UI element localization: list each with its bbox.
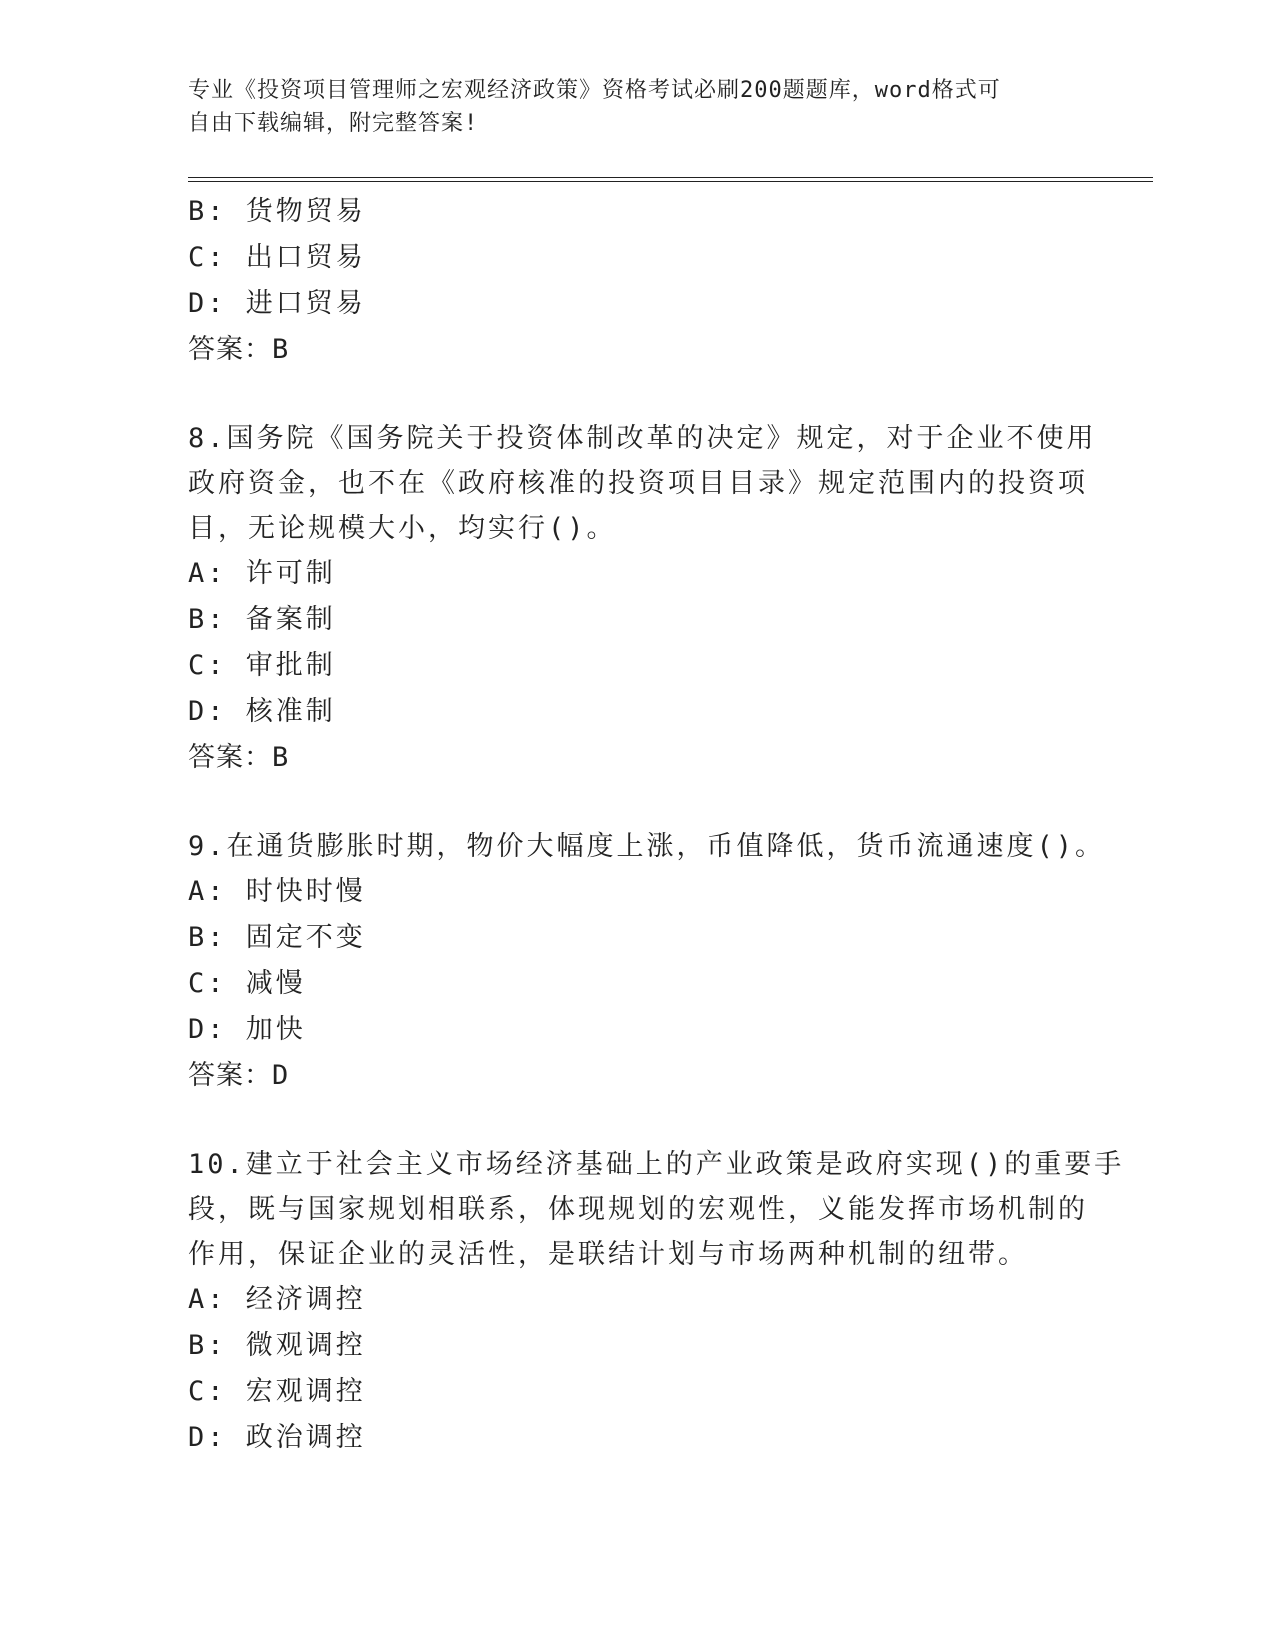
option-d: D: 政治调控 <box>188 1422 366 1453</box>
option-b: B: 微观调控 <box>188 1330 366 1361</box>
header-divider <box>188 177 1153 182</box>
question-text: 10.建立于社会主义市场经济基础上的产业政策是政府实现()的重要手 <box>188 1149 1125 1180</box>
header-line-1: 专业《投资项目管理师之宏观经济政策》资格考试必刷200题题库，word格式可 <box>188 78 1001 103</box>
option-d: D: 进口贸易 <box>188 288 366 319</box>
question-9 <box>188 824 1106 1099</box>
answer: 答案：B <box>188 742 290 773</box>
option-a: A: 经济调控 <box>188 1284 366 1315</box>
option-c: C: 审批制 <box>188 650 336 681</box>
option-a: A: 许可制 <box>188 558 336 589</box>
document-header <box>188 74 1088 140</box>
option-b: B: 货物贸易 <box>188 196 366 227</box>
question-10 <box>188 1142 1125 1461</box>
question-partial <box>188 189 1088 373</box>
question-text: 段，既与国家规划相联系，体现规划的宏观性，义能发挥市场机制的 <box>188 1194 1088 1225</box>
option-d: D: 加快 <box>188 1014 306 1045</box>
question-text: 作用，保证企业的灵活性，是联结计划与市场两种机制的纽带。 <box>188 1239 1028 1270</box>
option-d: D: 核准制 <box>188 696 336 727</box>
question-text: 政府资金，也不在《政府核准的投资项目目录》规定范围内的投资项 <box>188 468 1088 499</box>
answer: 答案：D <box>188 1060 290 1091</box>
option-a: A: 时快时慢 <box>188 876 366 907</box>
question-text: 9.在通货膨胀时期，物价大幅度上涨，币值降低，货币流通速度()。 <box>188 831 1106 862</box>
option-c: C: 出口贸易 <box>188 242 366 273</box>
question-text: 8.国务院《国务院关于投资体制改革的决定》规定，对于企业不使用 <box>188 423 1097 454</box>
option-c: C: 减慢 <box>188 968 306 999</box>
header-line-2: 自由下载编辑，附完整答案! <box>188 111 479 136</box>
question-text: 目，无论规模大小，均实行()。 <box>188 513 617 544</box>
question-8 <box>188 416 1097 781</box>
option-b: B: 备案制 <box>188 604 336 635</box>
option-c: C: 宏观调控 <box>188 1376 366 1407</box>
question-list <box>188 189 1125 1461</box>
answer: 答案：B <box>188 334 290 365</box>
option-b: B: 固定不变 <box>188 922 366 953</box>
